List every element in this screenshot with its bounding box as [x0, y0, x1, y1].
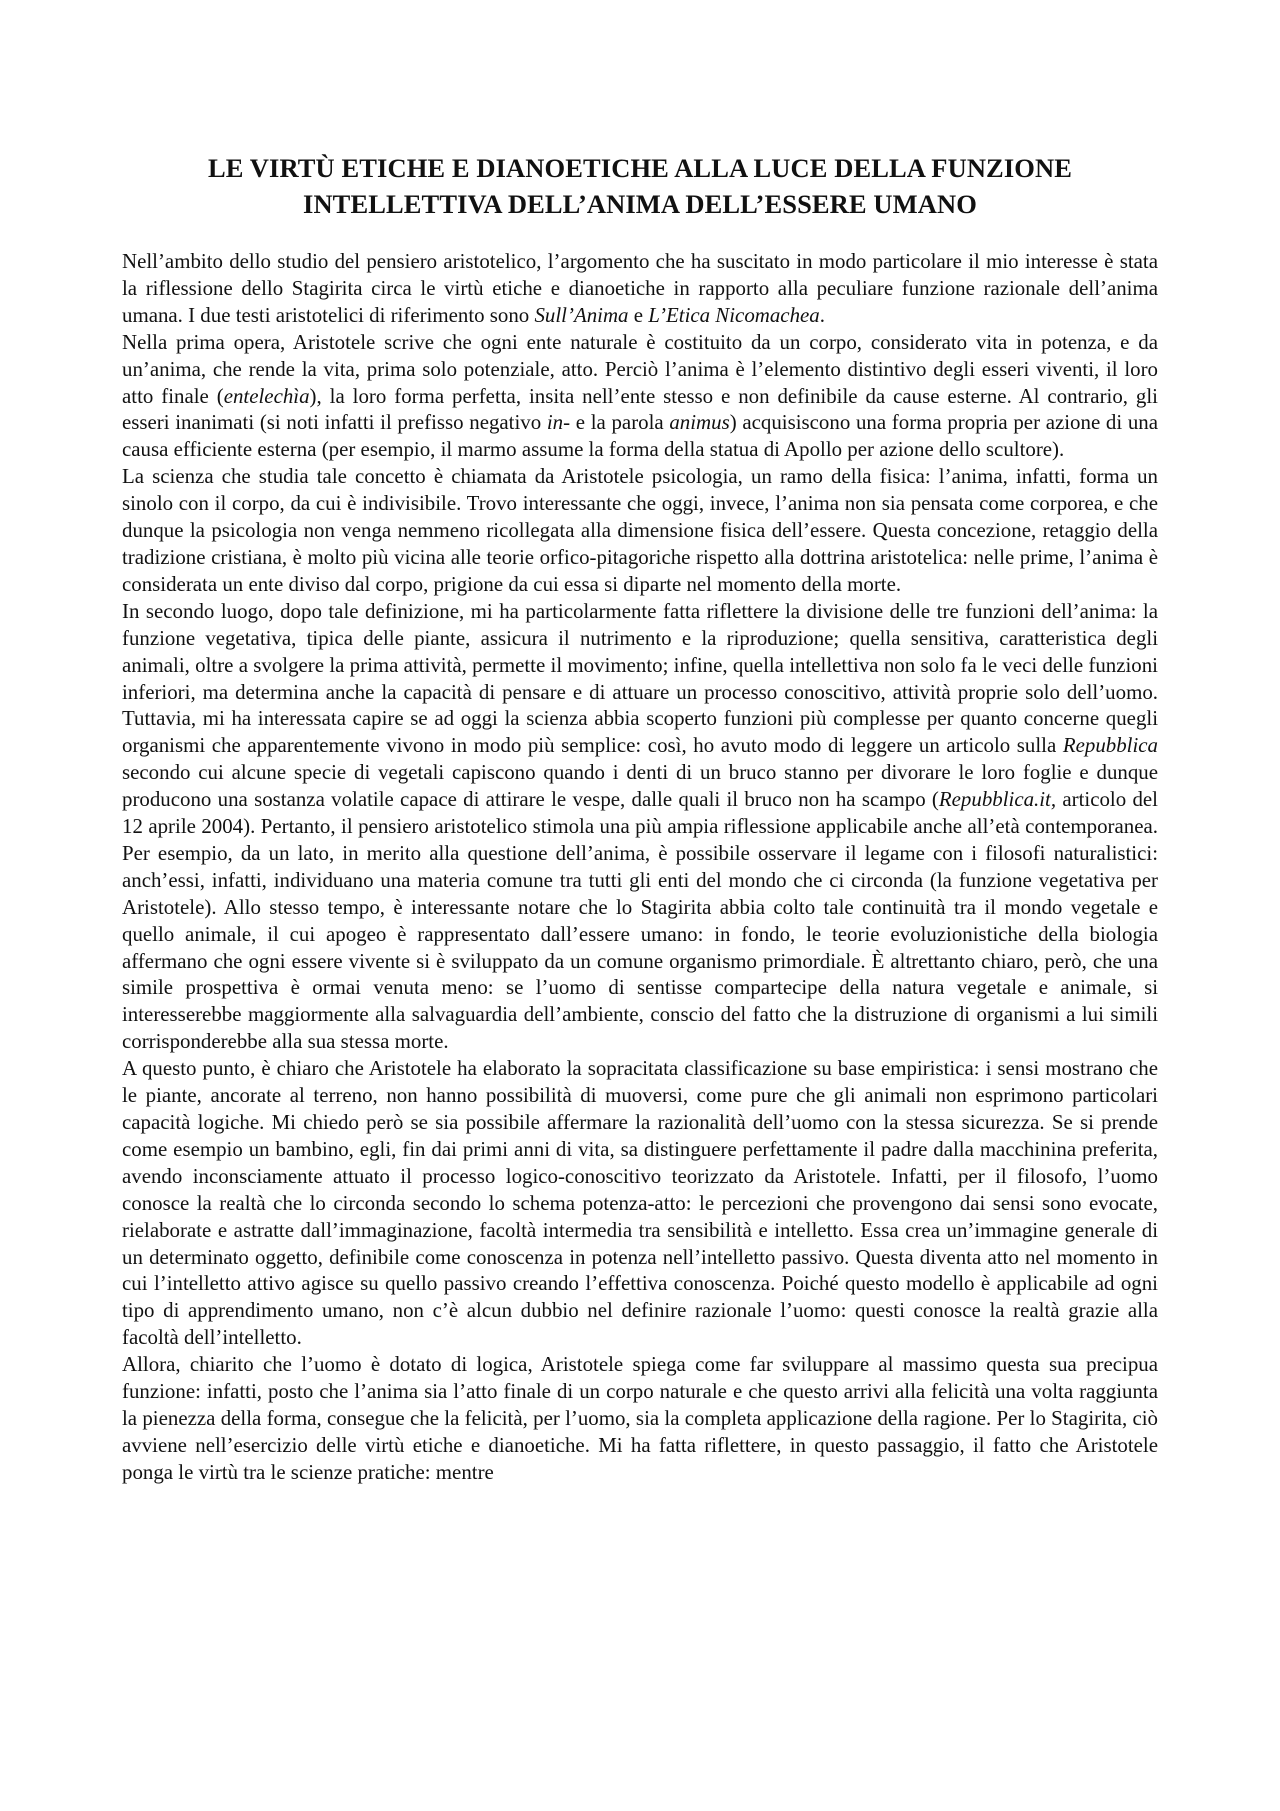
- book-title-sull-anima: Sull’Anima: [534, 302, 629, 327]
- term-entelechia: entelechìa: [223, 383, 310, 408]
- title-line-1: LE VIRTÙ ETICHE E DIANOETICHE ALLA LUCE DELLA FUNZIONE: [208, 153, 1072, 183]
- text-run: e: [628, 302, 649, 327]
- book-title-etica-nicomachea: L’Etica Nicomachea: [648, 302, 820, 327]
- text-run: articolo del 12 aprile 2004). Pertanto, il pensiero aristotelico stimola una più ampia riflessione applicabile anche all’età contemporanea. Per esempio, da un lato, in merito alla questione dell’anima, è possibile osservare il legame con i filosofi naturalistici: anch’essi, infatti, individuano una materia comune tra tutti gli enti del mondo che ci circonda (la funzione vegetativa per Aristotele). Allo stesso tempo, è interessante notare che lo Stagirita abbia colto tale continuità tra il mondo vegetale e quello animale, il cui apogeo è rappresentato dall’essere umano: in fondo, le teorie evoluzionistiche della biologia affermano che ogni essere vivente si è sviluppato da un comune organismo primordiale. È altrettanto chiaro, però, che una simile prospettiva è ormai venuta meno: se l’uomo di sentisse compartecipe della natura vegetale e animale, si interesserebbe maggiormente alla salvaguardia dell’ambiente, conscio del fatto che la distruzione di organismi a lui simili corrisponderebbe alla sua stessa morte.: [122, 787, 1158, 1054]
- text-run: La scienza che studia tale concetto è chiamata da Aristotele psicologia, un ramo della fisica: l’anima, infatti, forma un sinolo con il corpo, da cui è indivisibile. Trovo interessante che oggi, invece, l’anima non sia pensata come corporea, e che dunque la psicologia non venga nemmeno ricollegata alla dimensione fisica dell’essere. Questa concezione, retaggio della tradizione cristiana, è molto più vicina alle teorie orfico-pitagoriche rispetto alla dottrina aristotelica: nelle prime, l’anima è considerata un ente diviso dal corpo, prigione da cui essa si diparte nel momento della morte.: [122, 464, 1158, 596]
- text-run: Nella prima opera, Aristotele scrive che ogni ente naturale è costituito da un corpo, considerato vita in potenza, e da un’anima, che rende la vita, prima solo potenziale, atto. Perciò l’anima è l’elemento distintivo degli esseri viventi, il loro atto finale (: [122, 329, 1158, 408]
- paragraph-5: [122, 1055, 1158, 1351]
- text-run: In secondo luogo, dopo tale definizione, mi ha particolarmente fatta riflettere la divisione delle tre funzioni dell’anima: la funzione vegetativa, tipica delle piante, assicura il nutrimento e la riproduzione; quella sensitiva, caratteristica degli animali, oltre a svolgere la prima attività, permette il movimento; infine, quella intellettiva non solo fa le veci delle funzioni inferiori, ma determina anche la capacità di pensare e di attuare un processo conoscitivo, attività proprie solo dell’uomo. Tuttavia, mi ha interessata capire se ad oggi la scienza abbia scoperto funzioni più complesse per quanto concerne quegli organismi che apparentemente vivono in modo più semplice: così, ho avuto modo di leggere un articolo sulla: [122, 598, 1158, 758]
- paragraph-1: [122, 248, 1158, 329]
- paragraph-2: [122, 329, 1158, 464]
- text-run: ) acquisiscono una forma propria per azione di una causa efficiente esterna (per esempio, il marmo assume la forma della statua di Apollo per azione dello scultore).: [122, 410, 1158, 462]
- text-run: A questo punto, è chiaro che Aristotele ha elaborato la sopracitata classificazione su base empiristica: i sensi mostrano che le piante, ancorate al terreno, non hanno possibilità di muoversi, come pure che gli animali non esprimono particolari capacità logiche. Mi chiedo però se sia possibile affermare la razionalità dell’uomo con la stessa sicurezza. Se si prende come esempio un bambino, egli, fin dai primi anni di vita, sa distinguere perfettamente il padre dalla macchinina preferita, avendo inconsciamente attuato il processo logico-conoscitivo teorizzato da Aristotele. Infatti, per il filosofo, l’uomo conosce la realtà che lo circonda secondo lo schema potenza-atto: le percezioni che provengono dai sensi sono evocate, rielaborate e astratte dall’immaginazione, facoltà intermedia tra sensibilità e intelletto. Essa crea un’immagine generale di un determinato oggetto, definibile come conoscenza in potenza nell’intelletto passivo. Questa diventa atto nel momento in cui l’intelletto attivo agisce su quello passivo creando l’effettiva conoscenza. Poiché questo modello è applicabile ad ogni tipo di apprendimento umano, non c’è alcun dubbio nel definire razionale l’uomo: questi conosce la realtà grazie alla facoltà dell’intelletto.: [122, 1056, 1158, 1350]
- text-run: .: [819, 302, 825, 327]
- document-body: [122, 248, 1158, 1486]
- document-title: [122, 150, 1158, 222]
- text-run: e la parola: [570, 410, 670, 435]
- source-repubblica-it: Repubblica.it,: [938, 787, 1057, 812]
- term-in-prefix: in-: [546, 410, 571, 435]
- text-run: Allora, chiarito che l’uomo è dotato di logica, Aristotele spiega come far sviluppare al massimo questa sua precipua funzione: infatti, posto che l’anima sia l’atto finale di un corpo naturale e che questo arrivi alla felicità una volta raggiunta la pienezza della forma, consegue che la felicità, per l’uomo, sia la completa applicazione della ragione. Per lo Stagirita, ciò avviene nell’esercizio delle virtù etiche e dianoetiche. Mi ha fatta riflettere, in questo passaggio, il fatto che Aristotele ponga le virtù tra le scienze pratiche: mentre: [122, 1352, 1158, 1484]
- paragraph-3: [122, 463, 1158, 598]
- text-run: Nell’ambito dello studio del pensiero aristotelico, l’argomento che ha suscitato in modo particolare il mio interesse è stata la riflessione dello Stagirita circa le virtù etiche e dianoetiche in rapporto alla peculiare funzione razionale dell’anima umana. I due testi aristotelici di riferimento sono: [122, 249, 1158, 327]
- paragraph-4: [122, 598, 1158, 1055]
- term-animus: animus: [669, 410, 730, 435]
- paragraph-6: [122, 1351, 1158, 1486]
- source-repubblica: Repubblica: [1062, 733, 1158, 758]
- document-page: [122, 150, 1158, 1486]
- text-run: secondo cui alcune specie di vegetali capiscono quando i denti di un bruco stanno per divorare le loro foglie e dunque producono una sostanza volatile capace di attirare le vespe, dalle quali il bruco non ha scampo (: [122, 760, 1158, 812]
- text-run: ), la loro forma perfetta, insita nell’ente stesso e non definibile da cause esterne. Al contrario, gli esseri inanimati (si noti infatti il prefisso negativo: [122, 383, 1158, 435]
- title-line-2: INTELLETTIVA DELL’ANIMA DELL’ESSERE UMANO: [303, 189, 977, 219]
